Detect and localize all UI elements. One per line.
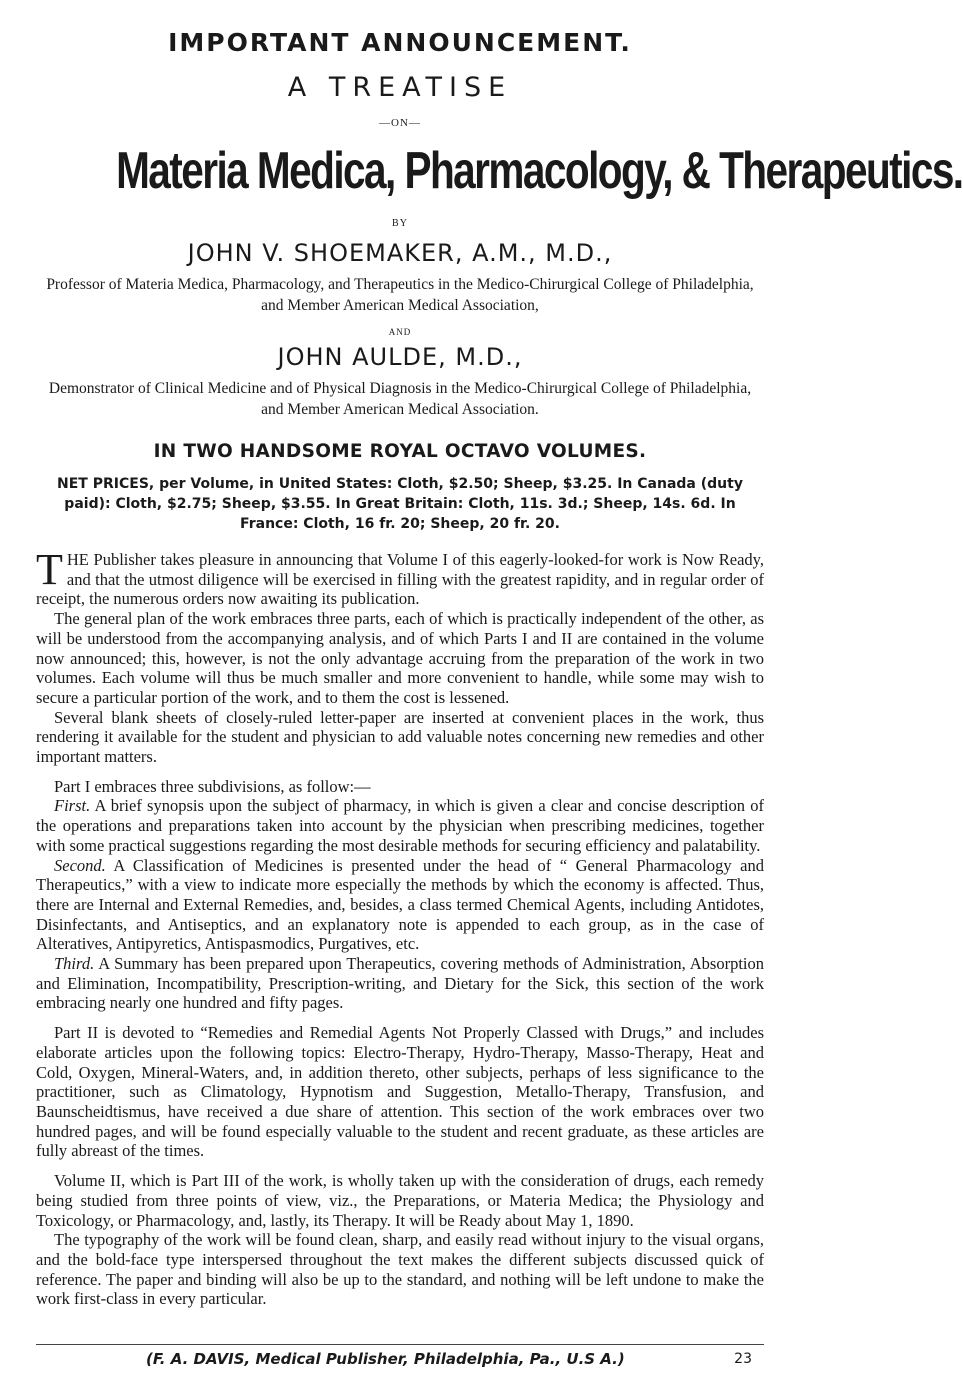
paragraph-intro	[36, 545, 764, 609]
first-author-name: JOHN V. SHOEMAKER, A.M., M.D.,	[187, 239, 613, 267]
page-footer	[36, 1344, 764, 1369]
drop-cap: T	[36, 545, 63, 594]
second-author-name: JOHN AULDE, M.D.,	[277, 343, 523, 371]
publisher-line: (F. A. DAVIS, Medical Publisher, Philadelphia, Pa., U.S A.)	[146, 1350, 625, 1368]
paragraph-plan: The general plan of the work embraces three parts, each of which is practically independent of the other, as will be understood from the accompanying analysis, and of which Parts I and II are contained in the volume now announced; this, however, is not the only advantage accruing from the preparation of the work in two volumes. Each volume will thus be much smaller and more convenient to handle, while some may wish to secure a particular portion of the work, and to them the cost is lessened.	[36, 609, 764, 707]
first-lead: First.	[54, 796, 91, 816]
paragraph-typography: The typography of the work will be found clean, sharp, and easily read without injury to the visual organs, and the bold-face type interspersed throughout the text makes the different subjects discussed quick of reference. The paper and binding will also be up to the standard, and nothing will be left undone to make the work first-class in every particular.	[36, 1230, 764, 1309]
third-lead: Third.	[54, 954, 95, 974]
paragraph-blank-sheets: Several blank sheets of closely-ruled letter-paper are inserted at convenient places in the work, thus rendering it available for the student and physician to add valuable notes concerning new remedies and other important matters.	[36, 707, 764, 767]
announcement-body	[36, 545, 764, 1309]
paragraph-part-two: Part II is devoted to “Remedies and Remedial Agents Not Properly Classed with Drugs,” and includes elaborate articles upon the following topics: Electro-Therapy, Hydro-Therapy, Masso-Therapy, Heat and Cold, Oxygen, Mineral-Waters, and, in addition thereto, other subjects, perhaps of less significance to the practitioner, such as Climatology, Hypnotism and Suggestion, Metallo-Therapy, Transfusion, and Baunscheidtismus, have received a due share of attention. This section of the work embraces over two hundred pages, and will be found especially valuable to the student and recent graduate, as these articles are fully abreast of the times.	[36, 1023, 764, 1161]
by-label: BY	[392, 218, 408, 229]
paragraph-second	[36, 856, 764, 955]
second-author-affiliation: Demonstrator of Clinical Medicine and of Physical Diagnosis in the Medico-Chirurgical College of Philadelphia, and Member American Medical Association.	[48, 380, 752, 418]
advertisement-page	[0, 28, 963, 1382]
first-text: A brief synopsis upon the subject of pharmacy, in which is given a clear and concise description of the operations and preparations taken into account by the physician when prescribing medicines, together with some practical suggestions regarding the most desirable methods for securing efficiency and palatability.	[36, 796, 764, 855]
treatise-heading: A TREATISE	[287, 72, 513, 103]
paragraph-part-one: Part I embraces three subdivisions, as follow:—	[54, 776, 371, 796]
and-label: AND	[388, 327, 412, 337]
page-number: 23	[734, 1351, 752, 1367]
second-lead: Second.	[54, 855, 106, 875]
prices-text: NET PRICES, per Volume, in United States: Cloth, $2.50; Sheep, $3.25. In Canada (duty paid): Cloth, $2.75; Sheep, $3.55. In Great Britain: Cloth, 11s. 3d.; Sheep, 14s. 6d. In France: Cloth, 16 fr. 20; Sheep, 20 fr. 20.	[57, 476, 743, 532]
paragraph-third	[36, 954, 764, 1013]
paragraph-intro-text: HE Publisher takes pleasure in announcing that Volume I of this eagerly-looked-for work is Now Ready, and that the utmost diligence will be exercised in filling with the greatest rapidity, and in regular order of receipt, the numerous orders now awaiting its publication.	[36, 550, 764, 609]
paragraph-volume-two: Volume II, which is Part III of the work, is wholly taken up with the consideration of drugs, each remedy being studied from three points of view, viz., the Preparations, or Materia Medica; the Physiology and Toxicology, or Pharmacology, and, lastly, its Therapy. It will be Ready about May 1, 1890.	[36, 1171, 764, 1230]
paragraph-first	[36, 796, 764, 855]
announcement-heading: IMPORTANT ANNOUNCEMENT.	[168, 28, 632, 57]
volumes-heading: IN TWO HANDSOME ROYAL OCTAVO VOLUMES.	[153, 441, 647, 462]
second-text: A Classification of Medicines is presented under the head of “ General Pharmacology and Therapeutics,” with a view to indicate more especially the methods by which the economy is affected. Thus, there are Internal and External Remedies, and, besides, a class termed Chemical Agents, including Antidotes, Disinfectants, and Antiseptics, and an explanatory note is appended to each group, as in the case of Alteratives, Antipyretics, Antispasmodics, Purgatives, etc.	[36, 855, 764, 954]
book-title: Materia Medica, Pharmacology, & Therapeutics.	[116, 142, 963, 200]
first-author-affiliation: Professor of Materia Medica, Pharmacology, and Therapeutics in the Medico-Chirurgical College of Philadelphia, and Member American Medical Association,	[46, 276, 754, 314]
third-text: A Summary has been prepared upon Therapeutics, covering methods of Administration, Absorption and Elimination, Incompatibility, Prescription-writing, and Dietary for the Sick, this section of the work embracing nearly one hundred and fifty pages.	[36, 954, 764, 1013]
on-label: —ON—	[379, 117, 421, 129]
